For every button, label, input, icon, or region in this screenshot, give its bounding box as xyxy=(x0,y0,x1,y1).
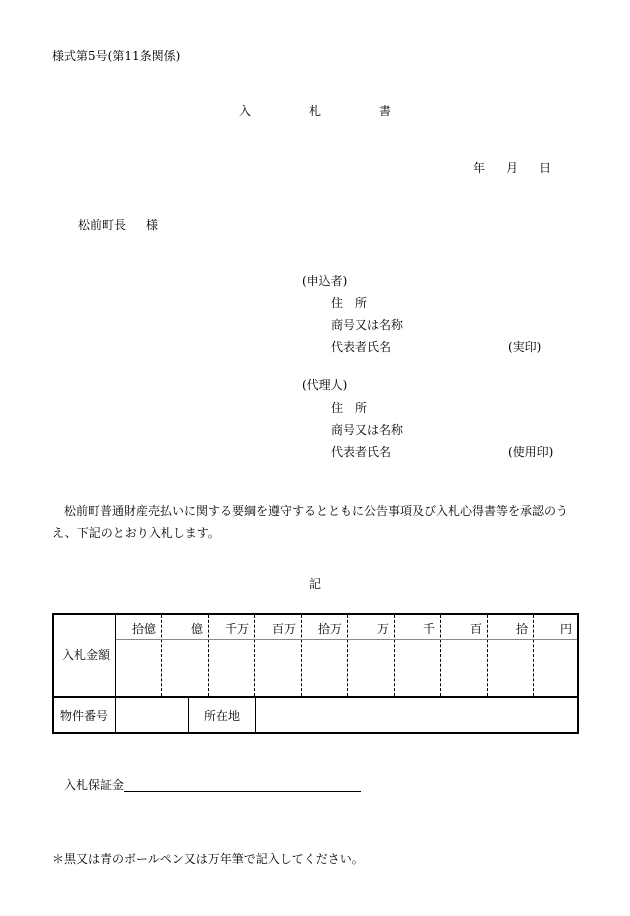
date-year: 年 xyxy=(473,161,486,175)
note-text: ＊黒又は青のボールペン又は万年筆で記入してください。 xyxy=(52,852,364,866)
addressee-name: 松前町長 xyxy=(78,218,127,232)
addressee-suffix: 様 xyxy=(146,218,159,232)
bid-table xyxy=(52,613,579,734)
form-number: 様式第5号(第11条関係) xyxy=(52,49,181,63)
applicant-representative-label: 代表者氏名 xyxy=(331,340,392,354)
applicant-seal-label: (実印) xyxy=(508,340,542,354)
unit-hyakuman: 百万 xyxy=(271,622,296,636)
location-divider xyxy=(255,698,256,732)
unit-sen: 千 xyxy=(422,622,435,636)
property-number-label: 物件番号 xyxy=(60,709,109,723)
unit-jyuoku: 拾億 xyxy=(131,622,156,636)
date-line xyxy=(473,162,551,174)
unit-oku: 億 xyxy=(190,622,203,636)
agent-label: (代理人) xyxy=(302,378,348,392)
location-label: 所在地 xyxy=(204,709,241,723)
unit-senman: 千万 xyxy=(224,622,249,636)
date-day: 日 xyxy=(539,161,552,175)
agent-seal-label: (使用印) xyxy=(508,445,554,459)
document-title xyxy=(0,105,630,117)
deposit-label: 入札保証金 xyxy=(64,778,125,792)
deposit-underline xyxy=(124,791,361,792)
title-char-2: 札 xyxy=(308,104,321,118)
declaration-text: 松前町普通財産売払いに関する要綱を遵守するとともに公告事項及び入札心得書等を承認のうえ、下記のとおり入札します。 xyxy=(52,504,569,540)
agent-address-label: 住 所 xyxy=(331,401,368,415)
amount-label: 入札金額 xyxy=(62,648,111,662)
table-row-divider xyxy=(54,696,577,698)
applicant-company-label: 商号又は名称 xyxy=(331,318,404,332)
unit-jyu: 拾 xyxy=(515,622,528,636)
property-number-divider xyxy=(115,698,116,732)
unit-hyaku: 百 xyxy=(469,622,482,636)
ki-heading: 記 xyxy=(308,577,321,591)
title-char-3: 書 xyxy=(379,104,392,118)
agent-representative-label: 代表者氏名 xyxy=(331,445,392,459)
unit-man: 万 xyxy=(376,622,389,636)
addressee xyxy=(78,219,158,231)
applicant-address-label: 住 所 xyxy=(331,296,368,310)
applicant-label: (申込者) xyxy=(302,274,348,288)
unit-en: 円 xyxy=(559,622,572,636)
property-value-divider xyxy=(188,698,189,732)
unit-jyuman: 拾万 xyxy=(317,622,342,636)
date-month: 月 xyxy=(506,161,519,175)
unit-label-underline xyxy=(116,639,577,640)
agent-company-label: 商号又は名称 xyxy=(331,423,404,437)
title-char-1: 入 xyxy=(238,104,251,118)
